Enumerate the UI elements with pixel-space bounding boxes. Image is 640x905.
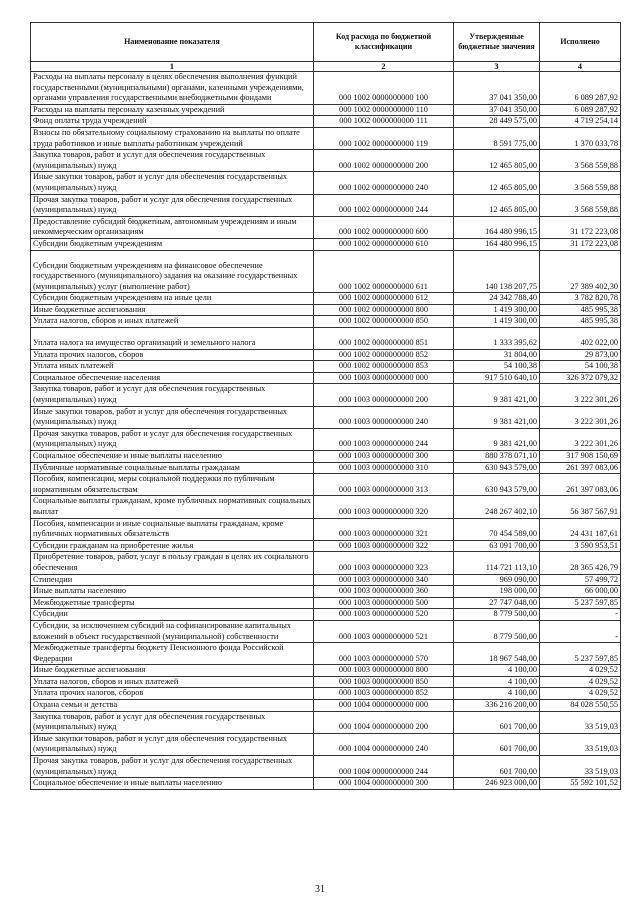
row-code: 000 1002 0000000000 240 — [314, 172, 454, 194]
row-name: Субсидии — [31, 609, 314, 621]
row-name: Уплата прочих налогов, сборов — [31, 349, 314, 361]
row-code: 000 1003 0000000000 322 — [314, 540, 454, 552]
row-name: Фонд оплаты труда учреждений — [31, 116, 314, 128]
row-approved: 70 454 589,00 — [454, 518, 540, 540]
row-executed: 326 372 079,32 — [540, 372, 621, 384]
table-row — [31, 552, 621, 574]
row-executed: 3 590 953,51 — [540, 540, 621, 552]
row-executed: 33 519,03 — [540, 711, 621, 733]
column-number: 2 — [314, 62, 454, 72]
row-executed: 3 222 301,26 — [540, 428, 621, 450]
row-executed: 261 397 083,06 — [540, 474, 621, 496]
row-name: Приобретение товаров, работ, услуг в пользу граждан в целях их социального обеспечения — [31, 552, 314, 574]
row-approved: 12 465 805,00 — [454, 194, 540, 216]
table-row — [31, 293, 621, 305]
row-approved: 336 216 200,00 — [454, 700, 540, 712]
row-executed: 4 029,52 — [540, 688, 621, 700]
row-code: 000 1002 0000000000 611 — [314, 250, 454, 293]
row-executed: 33 519,03 — [540, 733, 621, 755]
row-name: Социальные выплаты гражданам, кроме публичных нормативных социальных выплат — [31, 496, 314, 518]
table-row — [31, 104, 621, 116]
row-approved: 114 721 113,10 — [454, 552, 540, 574]
row-approved: 24 342 788,40 — [454, 293, 540, 305]
row-approved: 18 967 548,00 — [454, 643, 540, 665]
row-name: Прочая закупка товаров, работ и услуг для обеспечения государственных (муниципальных) нужд — [31, 194, 314, 216]
row-approved: 246 923 000,00 — [454, 778, 540, 790]
row-approved: 4 100,00 — [454, 665, 540, 677]
row-executed: 3 568 559,88 — [540, 172, 621, 194]
table-row — [31, 316, 621, 328]
table-row — [31, 238, 621, 250]
row-name: Охрана семьи и детства — [31, 700, 314, 712]
row-code: 000 1003 0000000000 521 — [314, 620, 454, 642]
row-name: Субсидии, за исключением субсидий на софинансирование капитальных вложений в объект государственной (муниципальной) собственности — [31, 620, 314, 642]
row-code: 000 1002 0000000000 119 — [314, 127, 454, 149]
row-executed: 6 089 287,92 — [540, 104, 621, 116]
header-approved: Утвержденные бюджетные значения — [454, 23, 540, 62]
row-approved: 880 378 071,10 — [454, 451, 540, 463]
row-code: 000 1003 0000000000 360 — [314, 586, 454, 598]
row-approved: 8 591 775,00 — [454, 127, 540, 149]
row-approved: 12 465 805,00 — [454, 172, 540, 194]
table-row — [31, 250, 621, 293]
row-code: 000 1003 0000000000 323 — [314, 552, 454, 574]
row-approved: 601 700,00 — [454, 711, 540, 733]
row-approved: 630 943 579,00 — [454, 474, 540, 496]
row-executed: 57 499,72 — [540, 574, 621, 586]
row-code: 000 1003 0000000000 313 — [314, 474, 454, 496]
row-approved: 4 100,00 — [454, 688, 540, 700]
row-code: 000 1002 0000000000 244 — [314, 194, 454, 216]
row-approved: 630 943 579,00 — [454, 462, 540, 474]
row-code: 000 1003 0000000000 300 — [314, 451, 454, 463]
row-name: Уплата прочих налогов, сборов — [31, 688, 314, 700]
row-name: Социальное обеспечение и иные выплаты населению — [31, 778, 314, 790]
row-code: 000 1003 0000000000 520 — [314, 609, 454, 621]
table-row — [31, 194, 621, 216]
row-code: 000 1002 0000000000 853 — [314, 361, 454, 373]
row-name: Закупка товаров, работ и услуг для обеспечения государственных (муниципальных) нужд — [31, 150, 314, 172]
row-executed: 261 397 083,06 — [540, 462, 621, 474]
row-executed: 3 782 820,78 — [540, 293, 621, 305]
table-row — [31, 540, 621, 552]
header-executed: Исполнено — [540, 23, 621, 62]
row-code: 000 1003 0000000000 800 — [314, 665, 454, 677]
row-approved: 198 000,00 — [454, 586, 540, 598]
row-executed: 33 519,03 — [540, 756, 621, 778]
row-executed: 56 387 567,91 — [540, 496, 621, 518]
table-row — [31, 372, 621, 384]
column-numbering-row — [31, 62, 621, 72]
row-executed: 402 022,00 — [540, 328, 621, 350]
row-name: Прочая закупка товаров, работ и услуг для обеспечения государственных (муниципальных) нужд — [31, 428, 314, 450]
row-name: Иные закупки товаров, работ и услуг для обеспечения государственных (муниципальных) нужд — [31, 172, 314, 194]
row-executed: 3 222 301,26 — [540, 406, 621, 428]
header-code: Код расхода по бюджетной классификации — [314, 23, 454, 62]
row-code: 000 1004 0000000000 000 — [314, 700, 454, 712]
row-code: 000 1003 0000000000 200 — [314, 384, 454, 406]
row-name: Социальное обеспечение и иные выплаты населению — [31, 451, 314, 463]
table-row — [31, 406, 621, 428]
row-approved: 37 041 350,00 — [454, 104, 540, 116]
row-code: 000 1002 0000000000 850 — [314, 316, 454, 328]
row-approved: 63 091 700,00 — [454, 540, 540, 552]
table-row — [31, 349, 621, 361]
row-approved: 27 747 048,00 — [454, 597, 540, 609]
row-name: Уплата иных платежей — [31, 361, 314, 373]
table-row — [31, 700, 621, 712]
table-row — [31, 216, 621, 238]
row-code: 000 1003 0000000000 852 — [314, 688, 454, 700]
table-row — [31, 72, 621, 105]
column-number: 3 — [454, 62, 540, 72]
row-name: Иные бюджетные ассигнования — [31, 665, 314, 677]
row-name: Закупка товаров, работ и услуг для обеспечения государственных (муниципальных) нужд — [31, 384, 314, 406]
row-executed: 24 431 187,61 — [540, 518, 621, 540]
row-code: 000 1004 0000000000 200 — [314, 711, 454, 733]
row-name: Межбюджетные трансферты бюджету Пенсионного фонда Российской Федерации — [31, 643, 314, 665]
row-name: Взносы по обязательному социальному страхованию на выплаты по оплате труда работников и иные выплаты работникам учреждений — [31, 127, 314, 149]
row-executed: 31 172 223,08 — [540, 238, 621, 250]
table-row — [31, 620, 621, 642]
row-executed: 485 995,38 — [540, 316, 621, 328]
table-row — [31, 676, 621, 688]
row-name: Прочая закупка товаров, работ и услуг для обеспечения государственных (муниципальных) нужд — [31, 756, 314, 778]
table-row — [31, 304, 621, 316]
row-executed: 31 172 223,08 — [540, 216, 621, 238]
row-approved: 9 381 421,00 — [454, 406, 540, 428]
row-code: 000 1002 0000000000 600 — [314, 216, 454, 238]
row-name: Расходы на выплаты персоналу в целях обеспечения выполнения функций государственными (муниципальными) органами, казенными учреждениями, органами управления государственными внебюджетными фондами — [31, 72, 314, 105]
table-body — [31, 72, 621, 790]
row-name: Субсидии бюджетным учреждениям на иные цели — [31, 293, 314, 305]
row-executed: - — [540, 620, 621, 642]
row-code: 000 1002 0000000000 612 — [314, 293, 454, 305]
row-approved: 140 138 207,75 — [454, 250, 540, 293]
row-executed: - — [540, 609, 621, 621]
row-approved: 1 333 395,62 — [454, 328, 540, 350]
row-executed: 84 028 550,55 — [540, 700, 621, 712]
row-approved: 8 779 500,00 — [454, 609, 540, 621]
row-name: Пособия, компенсации и иные социальные выплаты гражданам, кроме публичных нормативных обязательств — [31, 518, 314, 540]
row-code: 000 1003 0000000000 310 — [314, 462, 454, 474]
table-row — [31, 597, 621, 609]
column-number: 4 — [540, 62, 621, 72]
row-code: 000 1002 0000000000 110 — [314, 104, 454, 116]
row-executed: 66 000,00 — [540, 586, 621, 598]
row-executed: 317 908 150,69 — [540, 451, 621, 463]
row-code: 000 1002 0000000000 610 — [314, 238, 454, 250]
row-executed: 4 029,52 — [540, 665, 621, 677]
row-approved: 54 100,38 — [454, 361, 540, 373]
row-code: 000 1004 0000000000 244 — [314, 756, 454, 778]
row-code: 000 1003 0000000000 240 — [314, 406, 454, 428]
row-executed: 1 370 033,78 — [540, 127, 621, 149]
row-name: Закупка товаров, работ и услуг для обеспечения государственных (муниципальных) нужд — [31, 711, 314, 733]
column-number: 1 — [31, 62, 314, 72]
row-code: 000 1002 0000000000 111 — [314, 116, 454, 128]
row-executed: 54 100,38 — [540, 361, 621, 373]
row-name: Пособия, компенсации, меры социальной поддержки по публичным нормативным обязательствам — [31, 474, 314, 496]
table-row — [31, 172, 621, 194]
row-approved: 164 480 996,15 — [454, 238, 540, 250]
table-row — [31, 127, 621, 149]
table-row — [31, 474, 621, 496]
table-row — [31, 116, 621, 128]
budget-report-page — [30, 22, 620, 790]
row-approved: 164 480 996,15 — [454, 216, 540, 238]
budget-table — [30, 22, 621, 790]
table-row — [31, 428, 621, 450]
row-code: 000 1002 0000000000 851 — [314, 328, 454, 350]
row-code: 000 1003 0000000000 244 — [314, 428, 454, 450]
row-executed: 27 389 402,30 — [540, 250, 621, 293]
table-row — [31, 574, 621, 586]
row-code: 000 1002 0000000000 852 — [314, 349, 454, 361]
row-executed: 6 089 287,92 — [540, 72, 621, 105]
table-row — [31, 328, 621, 350]
row-code: 000 1003 0000000000 321 — [314, 518, 454, 540]
row-code: 000 1004 0000000000 300 — [314, 778, 454, 790]
row-approved: 1 419 300,00 — [454, 304, 540, 316]
row-executed: 3 568 559,88 — [540, 150, 621, 172]
table-row — [31, 586, 621, 598]
row-name: Стипендии — [31, 574, 314, 586]
row-code: 000 1003 0000000000 570 — [314, 643, 454, 665]
row-name: Уплата налогов, сборов и иных платежей — [31, 316, 314, 328]
row-name: Социальное обеспечение населения — [31, 372, 314, 384]
row-name: Субсидии бюджетным учреждениям — [31, 238, 314, 250]
row-executed: 28 365 426,79 — [540, 552, 621, 574]
row-code: 000 1004 0000000000 240 — [314, 733, 454, 755]
table-row — [31, 496, 621, 518]
row-approved: 28 449 575,00 — [454, 116, 540, 128]
table-row — [31, 451, 621, 463]
table-row — [31, 733, 621, 755]
row-code: 000 1003 0000000000 000 — [314, 372, 454, 384]
row-code: 000 1002 0000000000 800 — [314, 304, 454, 316]
table-row — [31, 665, 621, 677]
row-executed: 5 237 597,85 — [540, 643, 621, 665]
row-name: Уплата налога на имущество организаций и земельного налога — [31, 328, 314, 350]
row-executed: 29 873,00 — [540, 349, 621, 361]
table-row — [31, 462, 621, 474]
row-executed: 3 568 559,88 — [540, 194, 621, 216]
row-approved: 8 779 500,00 — [454, 620, 540, 642]
table-row — [31, 361, 621, 373]
row-name: Субсидии гражданам на приобретение жилья — [31, 540, 314, 552]
row-approved: 4 100,00 — [454, 676, 540, 688]
row-code: 000 1003 0000000000 340 — [314, 574, 454, 586]
row-code: 000 1002 0000000000 200 — [314, 150, 454, 172]
row-approved: 31 804,00 — [454, 349, 540, 361]
row-approved: 12 465 805,00 — [454, 150, 540, 172]
row-approved: 969 090,00 — [454, 574, 540, 586]
table-row — [31, 518, 621, 540]
table-row — [31, 643, 621, 665]
row-executed: 485 995,38 — [540, 304, 621, 316]
row-code: 000 1003 0000000000 850 — [314, 676, 454, 688]
row-name: Расходы на выплаты персоналу казенных учреждений — [31, 104, 314, 116]
row-executed: 55 592 101,52 — [540, 778, 621, 790]
row-code: 000 1003 0000000000 320 — [314, 496, 454, 518]
table-row — [31, 150, 621, 172]
header-row — [31, 23, 621, 62]
table-row — [31, 778, 621, 790]
row-approved: 9 381 421,00 — [454, 428, 540, 450]
row-approved: 1 419 300,00 — [454, 316, 540, 328]
row-approved: 917 510 640,10 — [454, 372, 540, 384]
table-row — [31, 384, 621, 406]
table-row — [31, 609, 621, 621]
row-name: Субсидии бюджетным учреждениям на финансовое обеспечение государственного (муниципального) задания на оказание государственных (муниципальных) услуг (выполнение работ) — [31, 250, 314, 293]
table-row — [31, 756, 621, 778]
row-code: 000 1002 0000000000 100 — [314, 72, 454, 105]
row-name: Иные закупки товаров, работ и услуг для обеспечения государственных (муниципальных) нужд — [31, 406, 314, 428]
row-name: Публичные нормативные социальные выплаты гражданам — [31, 462, 314, 474]
row-name: Иные выплаты населению — [31, 586, 314, 598]
row-executed: 5 237 597,85 — [540, 597, 621, 609]
row-approved: 248 267 402,10 — [454, 496, 540, 518]
row-approved: 601 700,00 — [454, 733, 540, 755]
table-row — [31, 688, 621, 700]
row-name: Предоставление субсидий бюджетным, автономным учреждениям и иным некоммерческим организациям — [31, 216, 314, 238]
row-approved: 601 700,00 — [454, 756, 540, 778]
row-executed: 4 719 254,14 — [540, 116, 621, 128]
row-name: Уплата налогов, сборов и иных платежей — [31, 676, 314, 688]
row-executed: 4 029,52 — [540, 676, 621, 688]
row-name: Межбюджетные трансферты — [31, 597, 314, 609]
row-approved: 9 381 421,00 — [454, 384, 540, 406]
row-code: 000 1003 0000000000 500 — [314, 597, 454, 609]
row-name: Иные бюджетные ассигнования — [31, 304, 314, 316]
row-approved: 37 041 350,00 — [454, 72, 540, 105]
page-number: 31 — [315, 884, 325, 895]
row-executed: 3 222 301,26 — [540, 384, 621, 406]
row-name: Иные закупки товаров, работ и услуг для обеспечения государственных (муниципальных) нужд — [31, 733, 314, 755]
header-name: Наименование показателя — [31, 23, 314, 62]
table-row — [31, 711, 621, 733]
